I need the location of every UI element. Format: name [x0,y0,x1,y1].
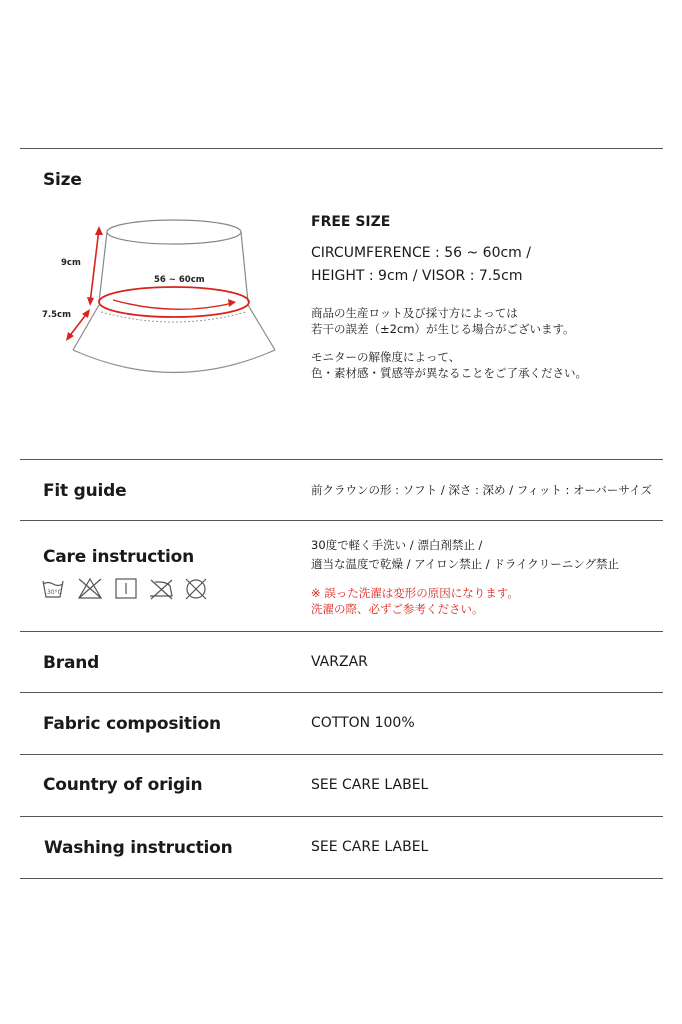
divider [20,816,663,817]
fabric-composition-label: Fabric composition [43,714,221,734]
fit-guide-value: 前クラウンの形 : ソフト / 深さ : 深め / フィット : オーバーサイズ [311,483,653,497]
care-icons [41,577,211,601]
care-warning-line-2: 洗濯の際、必ずご参考ください。 [311,602,484,616]
care-line-2: 適当な温度で乾燥 / アイロン禁止 / ドライクリーニング禁止 [311,557,620,571]
fabric-composition-value: COTTON 100% [311,715,415,731]
no-dry-clean-icon [186,579,206,599]
care-warning [311,585,519,617]
brand-value: VARZAR [311,654,368,670]
fit-guide-label: Fit guide [43,481,127,501]
size-title: FREE SIZE [311,214,391,230]
size-note-2-line1: モニターの解像度によって、 [311,350,461,364]
divider [20,878,663,879]
divider [20,754,663,755]
divider [20,520,663,521]
country-of-origin-label: Country of origin [43,775,203,795]
no-iron-icon [150,580,172,599]
size-note-1 [311,305,575,337]
size-note-2 [311,349,587,381]
hat-size-diagram [38,205,278,380]
size-label: Size [43,170,82,190]
size-dims-line1: CIRCUMFERENCE : 56 ~ 60cm / [311,245,531,261]
no-bleach-icon [79,579,101,598]
washing-instruction-value: SEE CARE LABEL [311,839,429,855]
size-note-1-line1: 商品の生産ロット及び採寸方によっては [311,306,518,320]
divider [20,692,663,693]
visor-label: 7.5cm [42,310,71,320]
circumference-label: 56 ~ 60cm [154,275,205,285]
care-line-1: 30度で軽く手洗い / 漂白剤禁止 / [311,538,483,552]
wash-temp-label: 30°C [47,589,62,596]
country-of-origin-value: SEE CARE LABEL [311,777,429,793]
brand-label: Brand [43,653,100,673]
size-note-2-line2: 色・素材感・質感等が異なることをご了承ください。 [311,366,587,380]
care-instructions-text [311,537,619,572]
height-label: 9cm [61,258,81,268]
hand-wash-30-icon [43,581,63,597]
washing-instruction-label: Washing instruction [44,838,233,858]
size-note-1-line2: 若干の誤差（±2cm）が生じる場合がございます。 [311,322,575,336]
divider [20,459,663,460]
care-instruction-label: Care instruction [43,547,195,567]
divider [20,631,663,632]
size-dims-line2: HEIGHT : 9cm / VISOR : 7.5cm [311,268,523,284]
divider [20,148,663,149]
dry-icon [116,579,136,598]
care-warning-line-1: ※ 誤った洗濯は変形の原因になります。 [311,586,519,600]
